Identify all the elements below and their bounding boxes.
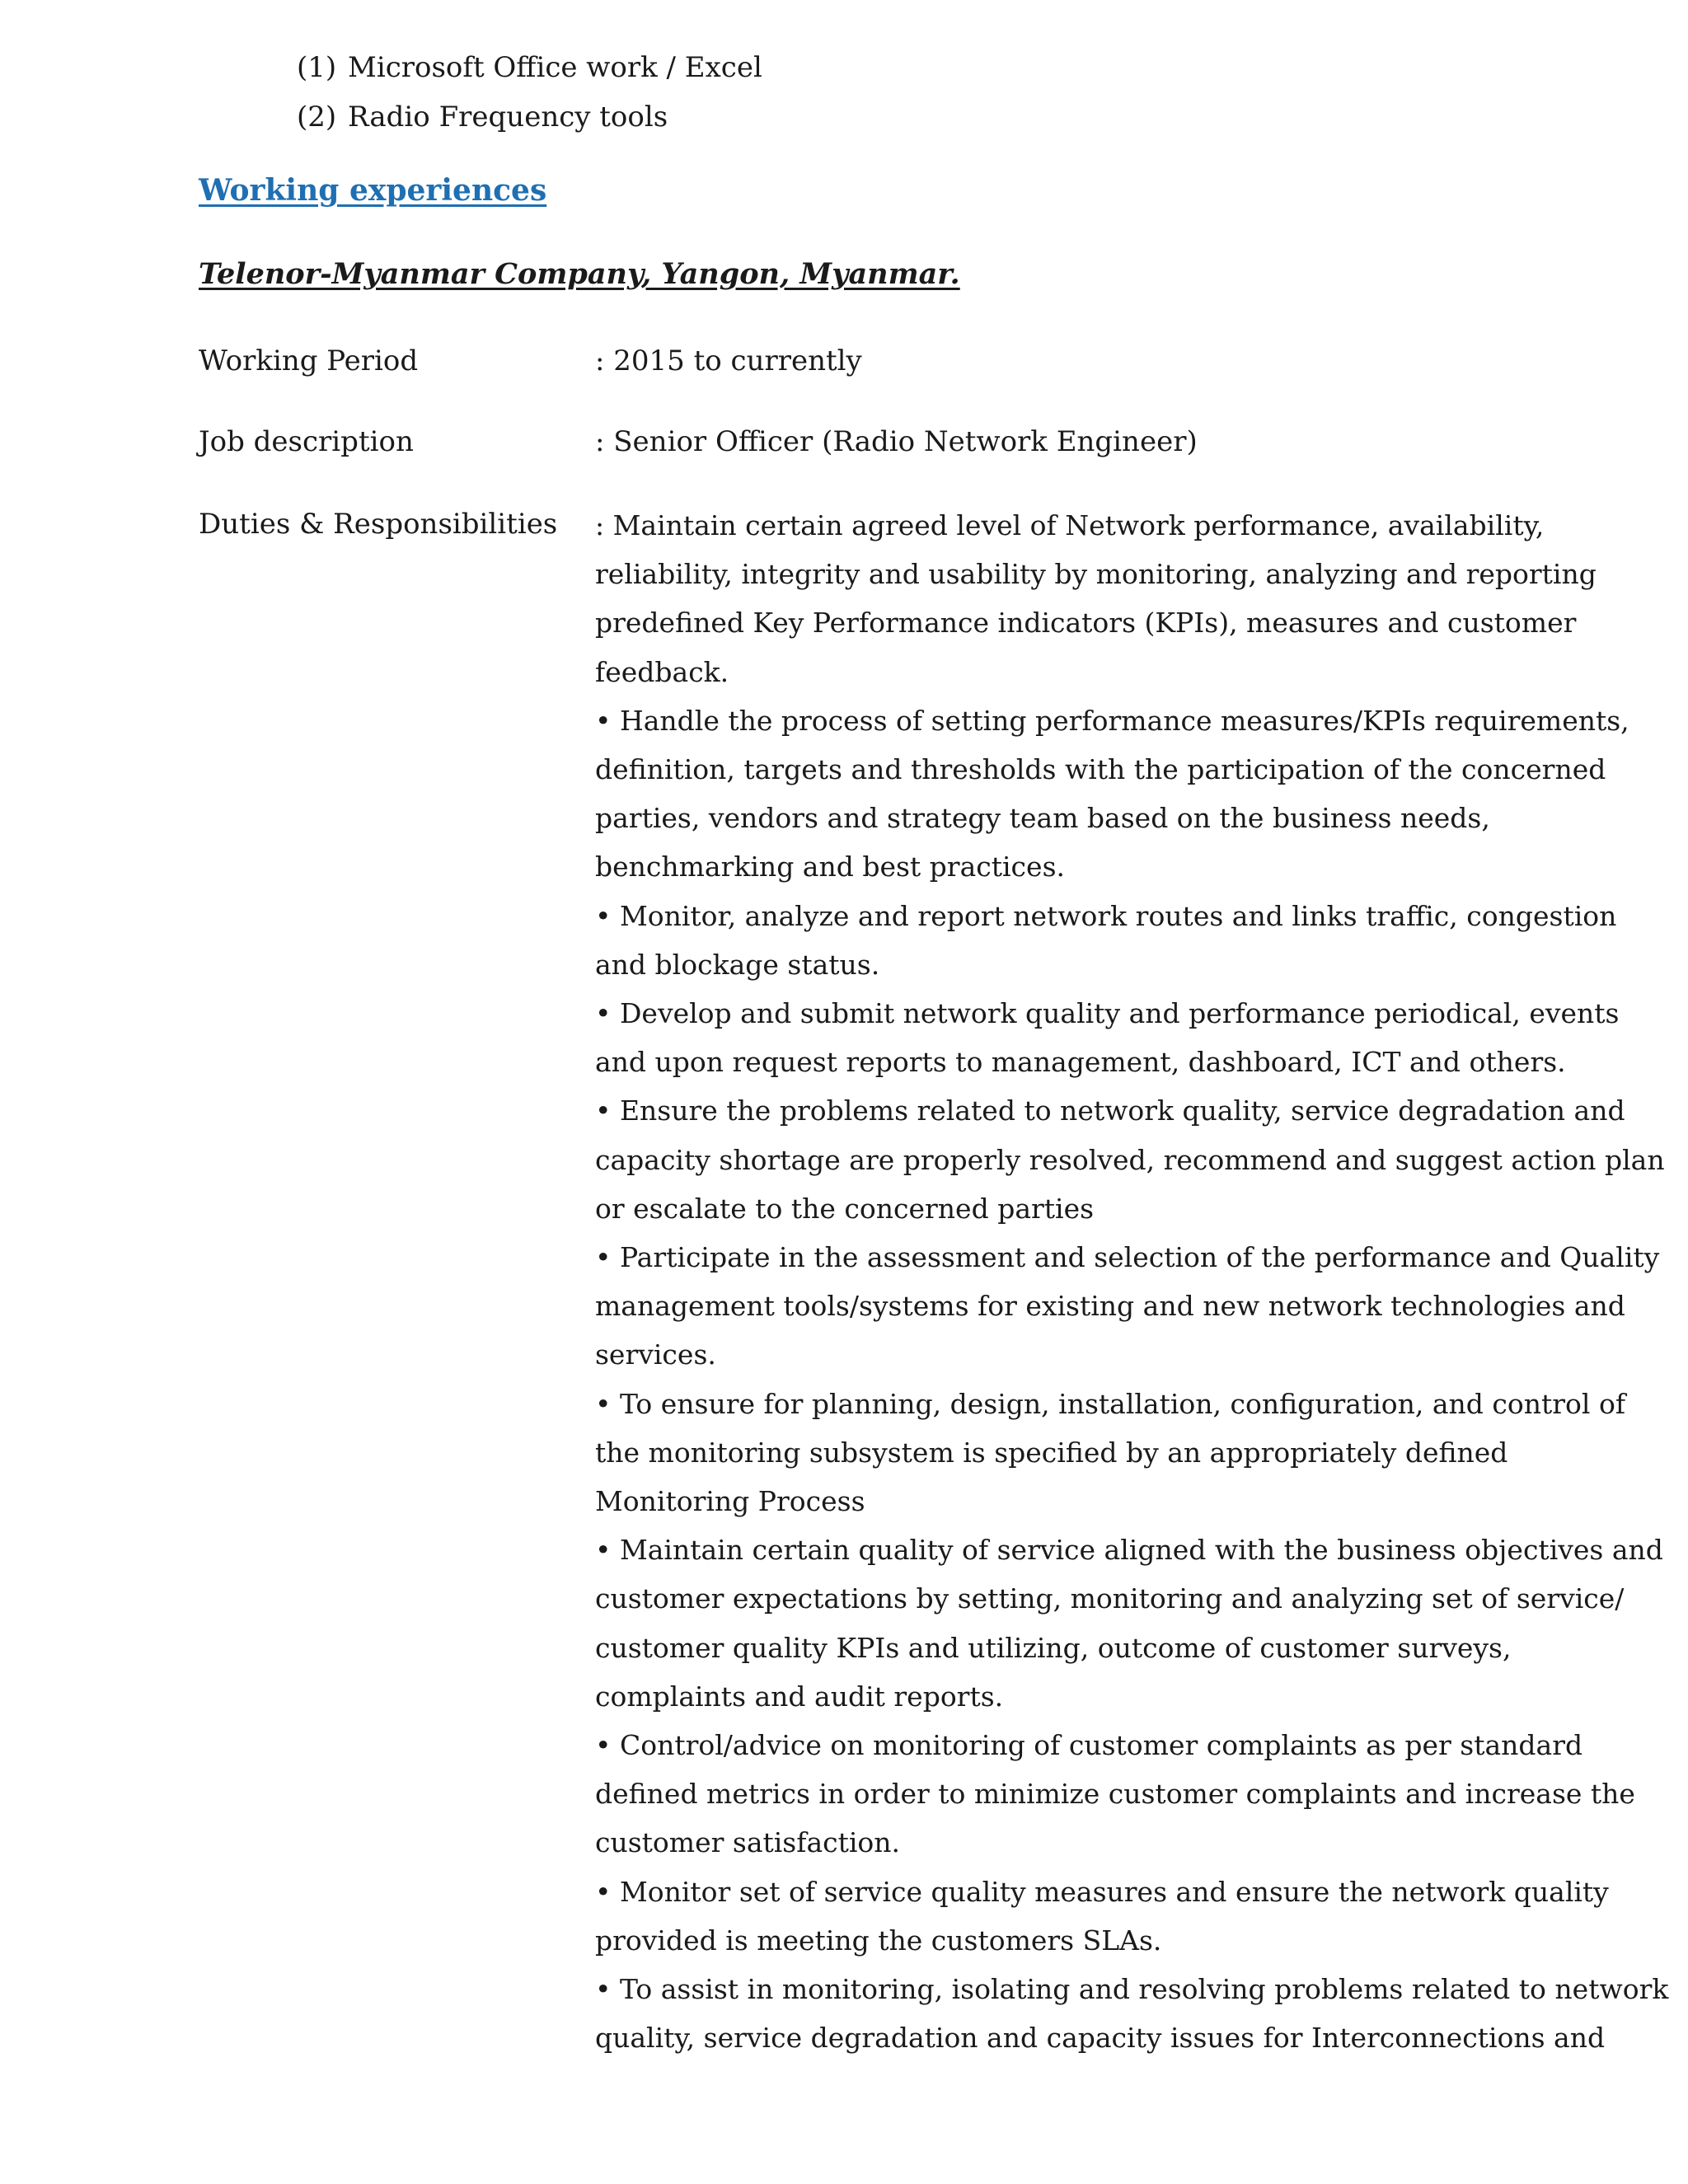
duty-line: complaints and audit reports. <box>595 1680 1004 1713</box>
job-description-label: Job description <box>199 425 414 458</box>
duty-line: quality, service degradation and capacity issues for Interconnections and <box>595 2022 1606 2055</box>
duty-line: • Control/advice on monitoring of customer complaints as per standard <box>595 1729 1583 1762</box>
working-period-label: Working Period <box>199 344 419 377</box>
duty-line: provided is meeting the customers SLAs. <box>595 1924 1162 1957</box>
duty-line: feedback. <box>595 655 729 688</box>
duty-line: and upon request reports to management, dashboard, ICT and others. <box>595 1046 1566 1079</box>
duty-line: • Participate in the assessment and selection of the performance and Quality <box>595 1241 1660 1274</box>
company-heading: Telenor-Myanmar Company, Yangon, Myanmar. <box>199 257 960 291</box>
duty-line: • Develop and submit network quality and performance periodical, events <box>595 997 1620 1030</box>
duty-line: and blockage status. <box>595 948 880 981</box>
job-description-value: : Senior Officer (Radio Network Engineer) <box>595 425 1198 458</box>
duty-line: • To assist in monitoring, isolating and resolving problems related to network <box>595 1973 1669 2006</box>
skill-text: Microsoft Office work / Excel <box>348 51 762 84</box>
duty-line: • Monitor, analyze and report network routes and links traffic, congestion <box>595 899 1617 932</box>
duty-line: or escalate to the concerned parties <box>595 1192 1095 1225</box>
skill-item <box>297 43 762 92</box>
duties-label: Duties & Responsibilities <box>199 508 558 541</box>
duty-line: • Handle the process of setting performance measures/KPIs requirements, <box>595 704 1629 737</box>
working-period-value: : 2015 to currently <box>595 344 862 377</box>
duty-line: predefined Key Performance indicators (KPIs), measures and customer <box>595 607 1577 640</box>
duty-line: customer expectations by setting, monitoring and analyzing set of service/ <box>595 1582 1625 1615</box>
duty-line: customer quality KPIs and utilizing, outcome of customer surveys, <box>595 1631 1512 1664</box>
duty-line: defined metrics in order to minimize customer complaints and increase the <box>595 1778 1635 1811</box>
duty-line: Monitoring Process <box>595 1485 865 1518</box>
duty-line: the monitoring subsystem is specified by an appropriately defined <box>595 1436 1508 1469</box>
skill-item <box>297 92 762 142</box>
skill-number: (1) <box>297 51 337 84</box>
duty-line: : Maintain certain agreed level of Network performance, availability, <box>595 509 1545 541</box>
skills-list <box>297 43 762 142</box>
duty-line: • Maintain certain quality of service aligned with the business objectives and <box>595 1534 1663 1567</box>
duty-line: services. <box>595 1338 716 1371</box>
duty-line: definition, targets and thresholds with the participation of the concerned <box>595 753 1606 786</box>
duty-line: parties, vendors and strategy team based on the business needs, <box>595 802 1490 835</box>
skill-text: Radio Frequency tools <box>348 101 668 134</box>
duty-line: • Monitor set of service quality measures and ensure the network quality <box>595 1875 1609 1908</box>
duties-text-block <box>595 501 1669 2063</box>
section-heading-working-experiences: Working experiences <box>199 173 547 208</box>
duty-line: customer satisfaction. <box>595 1826 901 1859</box>
duty-line: management tools/systems for existing and new network technologies and <box>595 1290 1625 1323</box>
duty-line: • Ensure the problems related to network quality, service degradation and <box>595 1094 1625 1127</box>
duty-line: capacity shortage are properly resolved, recommend and suggest action plan <box>595 1143 1665 1176</box>
skill-number: (2) <box>297 101 337 134</box>
duty-line: • To ensure for planning, design, installation, configuration, and control of <box>595 1387 1626 1420</box>
duty-line: benchmarking and best practices. <box>595 851 1065 883</box>
duty-line: reliability, integrity and usability by monitoring, analyzing and reporting <box>595 558 1597 591</box>
